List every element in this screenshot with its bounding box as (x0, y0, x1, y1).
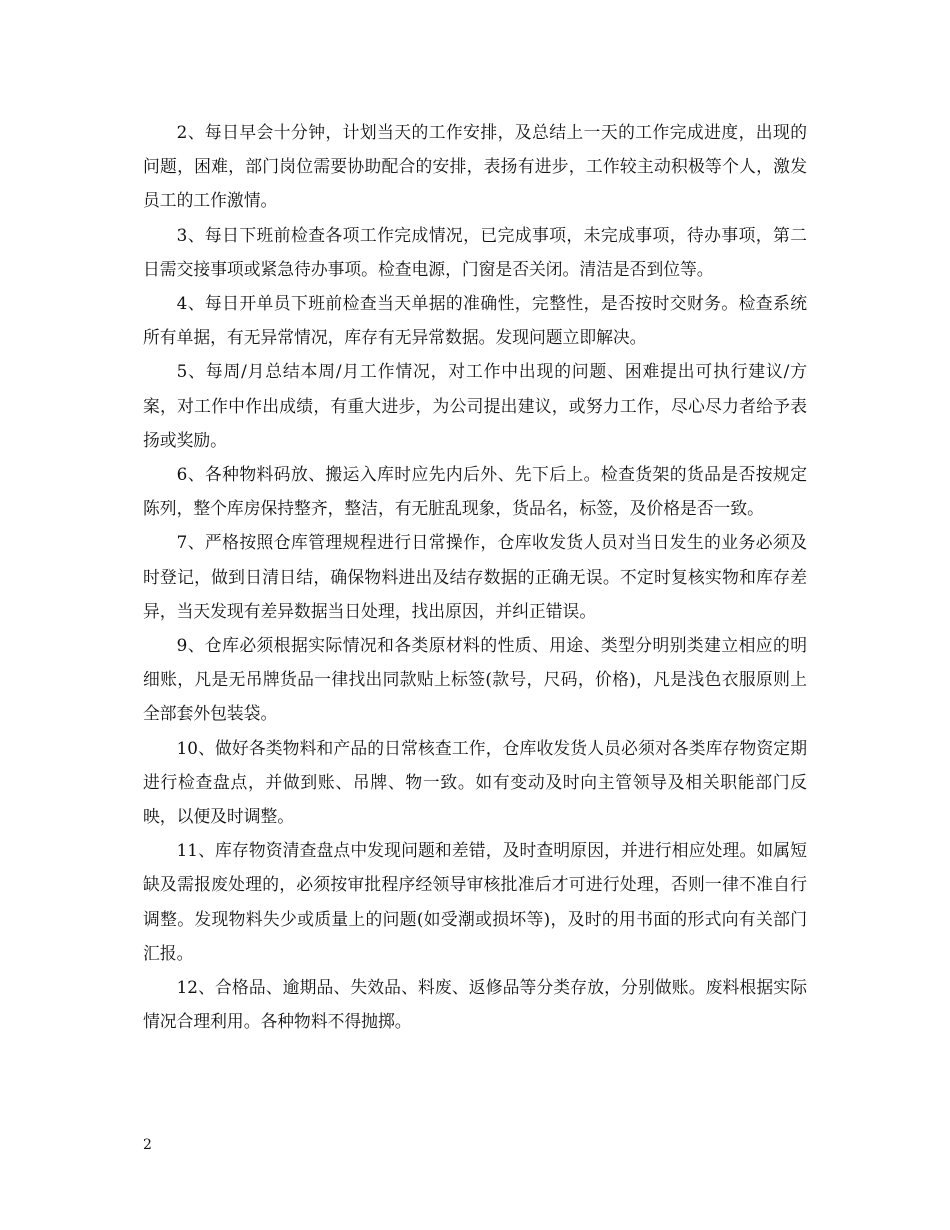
paragraph-item-7: 7、严格按照仓库管理规程进行日常操作，仓库收发货人员对当日发生的业务必须及时登记，做到日清日结，确保物料进出及结存数据的正确无误。不定时复核实物和库存差异，当天发现有差异数据当日处理，找出原因，并纠正错误。 (143, 532, 807, 621)
paragraph-item-4: 4、每日开单员下班前检查当天单据的准确性，完整性，是否按时交财务。检查系统所有单据，有无异常情况，库存有无异常数据。发现问题立即解决。 (143, 293, 807, 348)
paragraph-item-11: 11、库存物资清查盘点中发现问题和差错，及时查明原因，并进行相应处理。如属短缺及需报废处理的，必须按审批程序经领导审核批准后才可进行处理，否则一律不准自行调整。发现物料失少或质量上的问题(如受潮或损坏等)，及时的用书面的形式向有关部门汇报。 (143, 840, 807, 963)
document-body (143, 115, 807, 1038)
paragraph-item-6: 6、各种物料码放、搬运入库时应先内后外、先下后上。检查货架的货品是否按规定陈列，整个库房保持整齐，整洁，有无脏乱现象，货品名，标签，及价格是否一致。 (143, 464, 807, 519)
page-number: 2 (143, 1137, 152, 1153)
paragraph-item-2: 2、每日早会十分钟，计划当天的工作安排，及总结上一天的工作完成进度，出现的问题，困难，部门岗位需要协助配合的安排，表扬有进步，工作较主动积极等个人，激发员工的工作激情。 (143, 122, 807, 211)
paragraph-item-12: 12、合格品、逾期品、失效品、料废、返修品等分类存放，分别做账。废料根据实际情况合理利用。各种物料不得抛掷。 (143, 977, 807, 1032)
paragraph-item-10: 10、做好各类物料和产品的日常核查工作，仓库收发货人员必须对各类库存物资定期进行检查盘点，并做到账、吊牌、物一致。如有变动及时向主管领导及相关职能部门反映，以便及时调整。 (143, 737, 807, 827)
paragraph-item-5: 5、每周/月总结本周/月工作情况，对工作中出现的问题、困难提出可执行建议/方案，对工作中作出成绩，有重大进步，为公司提出建议，或努力工作，尽心尽力者给予表扬或奖励。 (143, 361, 807, 450)
paragraph-item-9: 9、仓库必须根据实际情况和各类原材料的性质、用途、类型分明别类建立相应的明细账，凡是无吊牌货品一律找出同款贴上标签(款号，尺码，价格)，凡是浅色衣服原则上全部套外包装袋。 (143, 635, 807, 724)
paragraph-item-3: 3、每日下班前检查各项工作完成情况，已完成事项，未完成事项，待办事项，第二日需交接事项或紧急待办事项。检查电源，门窗是否关闭。清洁是否到位等。 (143, 224, 807, 279)
